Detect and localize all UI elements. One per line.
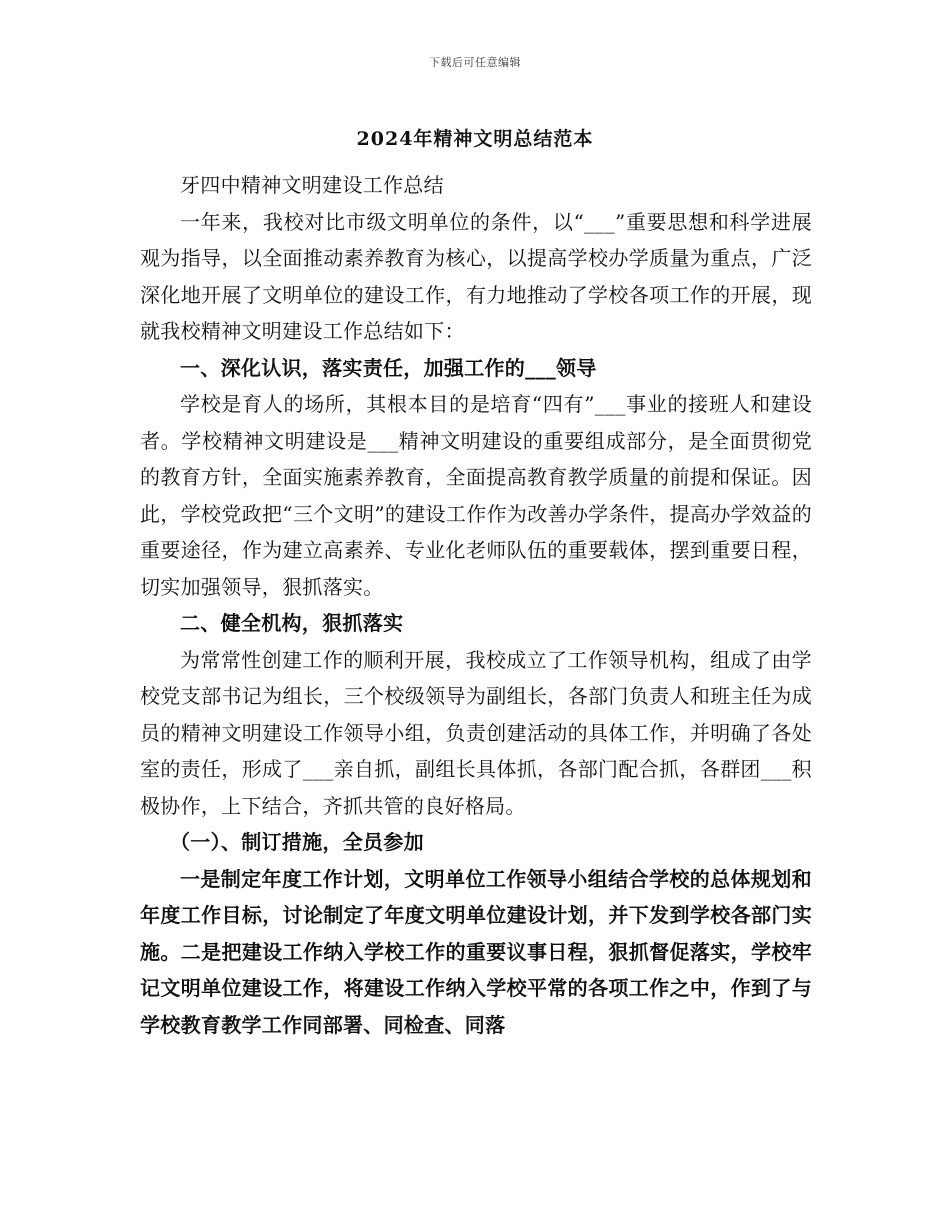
paragraph-section-1: 学校是育人的场所，其根本目的是培育“四有”___事业的接班人和建设者。学校精神文明建设是___精神文明建设的重要组成部分，是全面贯彻党的教育方针，全面实施素养教育，全面提高教育教学质量的前提和保证。因此，学校党政把“三个文明”的建设工作作为改善办学条件，提高办学效益的重要途径，作为建立高素养、专业化老师队伍的重要载体，摆到重要日程，切实加强领导，狠抓落实。 [140,392,812,599]
paragraph-intro: 一年来，我校对比市级文明单位的条件，以“___”重要思想和科学进展观为指导，以全面推动素养教育为核心，以提高学校办学质量为重点，广泛深化地开展了文明单位的建设工作，有力地推动了学校各项工作的开展，现就我校精神文明建设工作总结如下： [140,209,812,343]
document-title: 2024年精神文明总结范本 [356,128,594,150]
paragraph-subsection-1: 一是制定年度工作计划，文明单位工作领导小组结合学校的总体规划和年度工作目标，讨论制定了年度文明单位建设计划，并下发到学校各部门实施。二是把建设工作纳入学校工作的重要议事日程，狠抓督促落实，学校牢记文明单位建设工作，将建设工作纳入学校平常的各项工作之中，作到了与学校教育教学工作同部署、同检查、同落 [140,866,812,1037]
section-heading-2: 二、健全机构，狠抓落实 [180,611,404,635]
subsection-heading-1: （一）、制订措施，全员参加 [170,830,424,854]
section-heading-1: 一、深化认识，落实责任，加强工作的___领导 [180,355,597,380]
document-body [140,167,812,1043]
header-note: 下载后可任意编辑 [429,56,521,69]
paragraph-subtitle: 牙四中精神文明建设工作总结 [180,173,444,197]
paragraph-section-2: 为常常性创建工作的顺利开展，我校成立了工作领导机构，组成了由学校党支部书记为组长，三个校级领导为副组长，各部门负责人和班主任为成员的精神文明建设工作领导小组，负责创建活动的具体工作，并明确了各处室的责任，形成了___亲自抓，副组长具体抓，各部门配合抓，各群团___积极协作，上下结合，齐抓共管的良好格局。 [140,647,812,818]
